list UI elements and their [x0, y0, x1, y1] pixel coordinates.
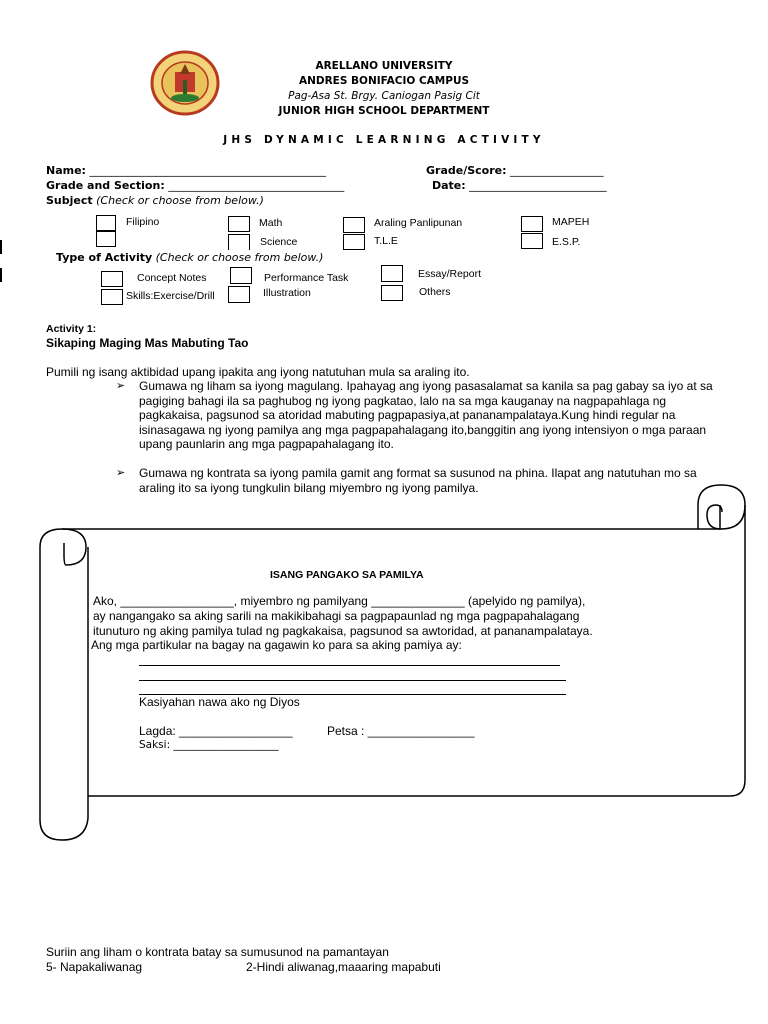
english-checkbox[interactable] — [96, 231, 116, 247]
grade-score-line: _________________ — [510, 164, 604, 177]
performance-task-checkbox[interactable] — [230, 267, 252, 284]
pledge-closing: Kasiyahan nawa ako ng Diyos — [139, 695, 300, 709]
arrow-bullet-icon: ➢ — [116, 380, 126, 392]
subject-araling-panlipunan-label: Araling Panlipunan — [374, 217, 463, 229]
date-field[interactable] — [432, 179, 607, 192]
subject-hint: (Check or choose from below.) — [96, 194, 264, 207]
pledge-heading: ISANG PANGAKO SA PAMILYA — [270, 569, 424, 581]
araling-panlipunan-checkbox[interactable] — [343, 217, 365, 233]
saksi-field[interactable]: Saksi: ____________________ — [139, 739, 279, 751]
activity-type-heading — [56, 251, 323, 264]
others-label: Others — [419, 286, 451, 298]
subject-math-label: Math — [259, 217, 283, 229]
name-line: ___________________________________________ — [89, 164, 326, 177]
science-checkbox[interactable] — [228, 234, 250, 250]
arrow-bullet-icon: ➢ — [116, 467, 126, 479]
illustration-checkbox[interactable] — [228, 286, 250, 303]
campus-name: ANDRES BONIFACIO CAMPUS — [298, 75, 470, 87]
subject-label: Subject — [46, 194, 93, 207]
concept-notes-label: Concept Notes — [137, 272, 207, 284]
activity-title: Sikaping Maging Mas Mabuting Tao — [46, 336, 249, 350]
lagda-field[interactable]: Lagda: _________________ — [139, 724, 293, 738]
margin-mark — [0, 240, 2, 254]
pledge-line-1: Ako, _________________, miyembro ng pamilyang ______________ (apelyido ng pamilya), — [93, 594, 586, 608]
answer-line[interactable] — [139, 665, 560, 666]
activity-option-contract: Gumawa ng kontrata sa iyong pamila gamit ang format sa susunod na phina. Ilapat ang natutuhan mo sa araling ito sa iyong tungkulin bilang miyembro ng iyong pamilya. — [139, 466, 697, 495]
subject-esp-label: E.S.P. — [552, 236, 581, 248]
essay-report-checkbox[interactable] — [381, 265, 403, 282]
grade-section-line: ________________________________ — [168, 179, 345, 192]
grade-score-label: Grade/Score: — [426, 164, 507, 177]
esp-checkbox[interactable] — [521, 233, 543, 249]
subject-filipino-label: Filipino — [126, 216, 160, 228]
illustration-label: Illustration — [263, 287, 311, 299]
grade-section-label: Grade and Section: — [46, 179, 165, 192]
skills-label: Skills:Exercise/Drill — [126, 290, 215, 302]
activity-option-letter: Gumawa ng liham sa iyong magulang. Ipahayag ang iyong pasasalamat sa kanila sa pag gabay sa iyo at sa pagiging bahagi ila sa paghubog ng iyong pagkatao, lalo na sa mga kauganay na nagpapahlaga ng pagkakaisa, pagsunod sa atoridad mabuting pagpapasiya,at pananampalataya.Kung hindi regular na isinasagawa ng iyong pamilya ang mga pagpapahalagang ito,banggitin ang iyong intensiyon o mga paraan upang paunlarin ang mga pagpapahalagang ito. — [139, 379, 713, 452]
date-label: Date: — [432, 179, 466, 192]
subject-heading — [46, 194, 264, 207]
margin-mark — [0, 268, 2, 282]
petsa-field[interactable]: Petsa : ________________ — [327, 724, 475, 738]
performance-task-label: Performance Task — [264, 272, 349, 284]
university-name: ARELLANO UNIVERSITY — [315, 60, 453, 72]
pledge-line-3: itunuturo ng aking pamilya tulad ng pagkakaisa, pagsunod sa awtoridad, at pananampalataya. — [93, 624, 593, 638]
subject-science-label: Science — [260, 236, 298, 248]
criteria-text: Suriin ang liham o kontrata batay sa sumusunod na pamantayan — [46, 945, 389, 959]
department-name: JUNIOR HIGH SCHOOL DEPARTMENT — [278, 105, 490, 117]
essay-report-label: Essay/Report — [418, 268, 482, 280]
filipino-checkbox[interactable] — [96, 215, 116, 231]
name-field[interactable] — [46, 164, 326, 177]
activity-type-hint: (Check or choose from below.) — [155, 251, 324, 264]
mapeh-checkbox[interactable] — [521, 216, 543, 232]
activity-sheet-title: JHS DYNAMIC LEARNING ACTIVITY — [223, 134, 545, 146]
score-2-text: 2-Hindi aliwanag,maaaring mapabuti — [246, 960, 441, 974]
tle-checkbox[interactable] — [343, 234, 365, 250]
grade-score-field[interactable] — [426, 164, 604, 177]
skills-checkbox[interactable] — [101, 289, 123, 305]
subject-tle-label: T.L.E — [374, 235, 398, 247]
concept-notes-checkbox[interactable] — [101, 271, 123, 287]
activity-instruction: Pumili ng isang aktibidad upang ipakita ang iyong natutuhan mula sa araling ito. — [46, 365, 470, 379]
answer-line[interactable] — [139, 680, 566, 681]
score-5-text: 5- Napakaliwanag — [46, 960, 143, 974]
pledge-line-4: Ang mga partikular na bagay na gagawin ko para sa aking pamiya ay: — [91, 638, 462, 652]
subject-mapeh-label: MAPEH — [552, 216, 590, 228]
math-checkbox[interactable] — [228, 216, 250, 232]
date-line: _________________________ — [469, 179, 607, 192]
activity-type-label: Type of Activity — [56, 251, 153, 264]
pledge-line-2: ay nangangako sa aking sarili na makikibahagi sa pagpapaunlad ng mga pagpapahalagang — [93, 609, 580, 623]
activity-number: Activity 1: — [46, 323, 97, 335]
name-label: Name: — [46, 164, 86, 177]
grade-section-field[interactable] — [46, 179, 344, 192]
campus-address: Pag-Asa St. Brgy. Caniogan Pasig Cit — [288, 90, 480, 102]
others-checkbox[interactable] — [381, 285, 403, 301]
